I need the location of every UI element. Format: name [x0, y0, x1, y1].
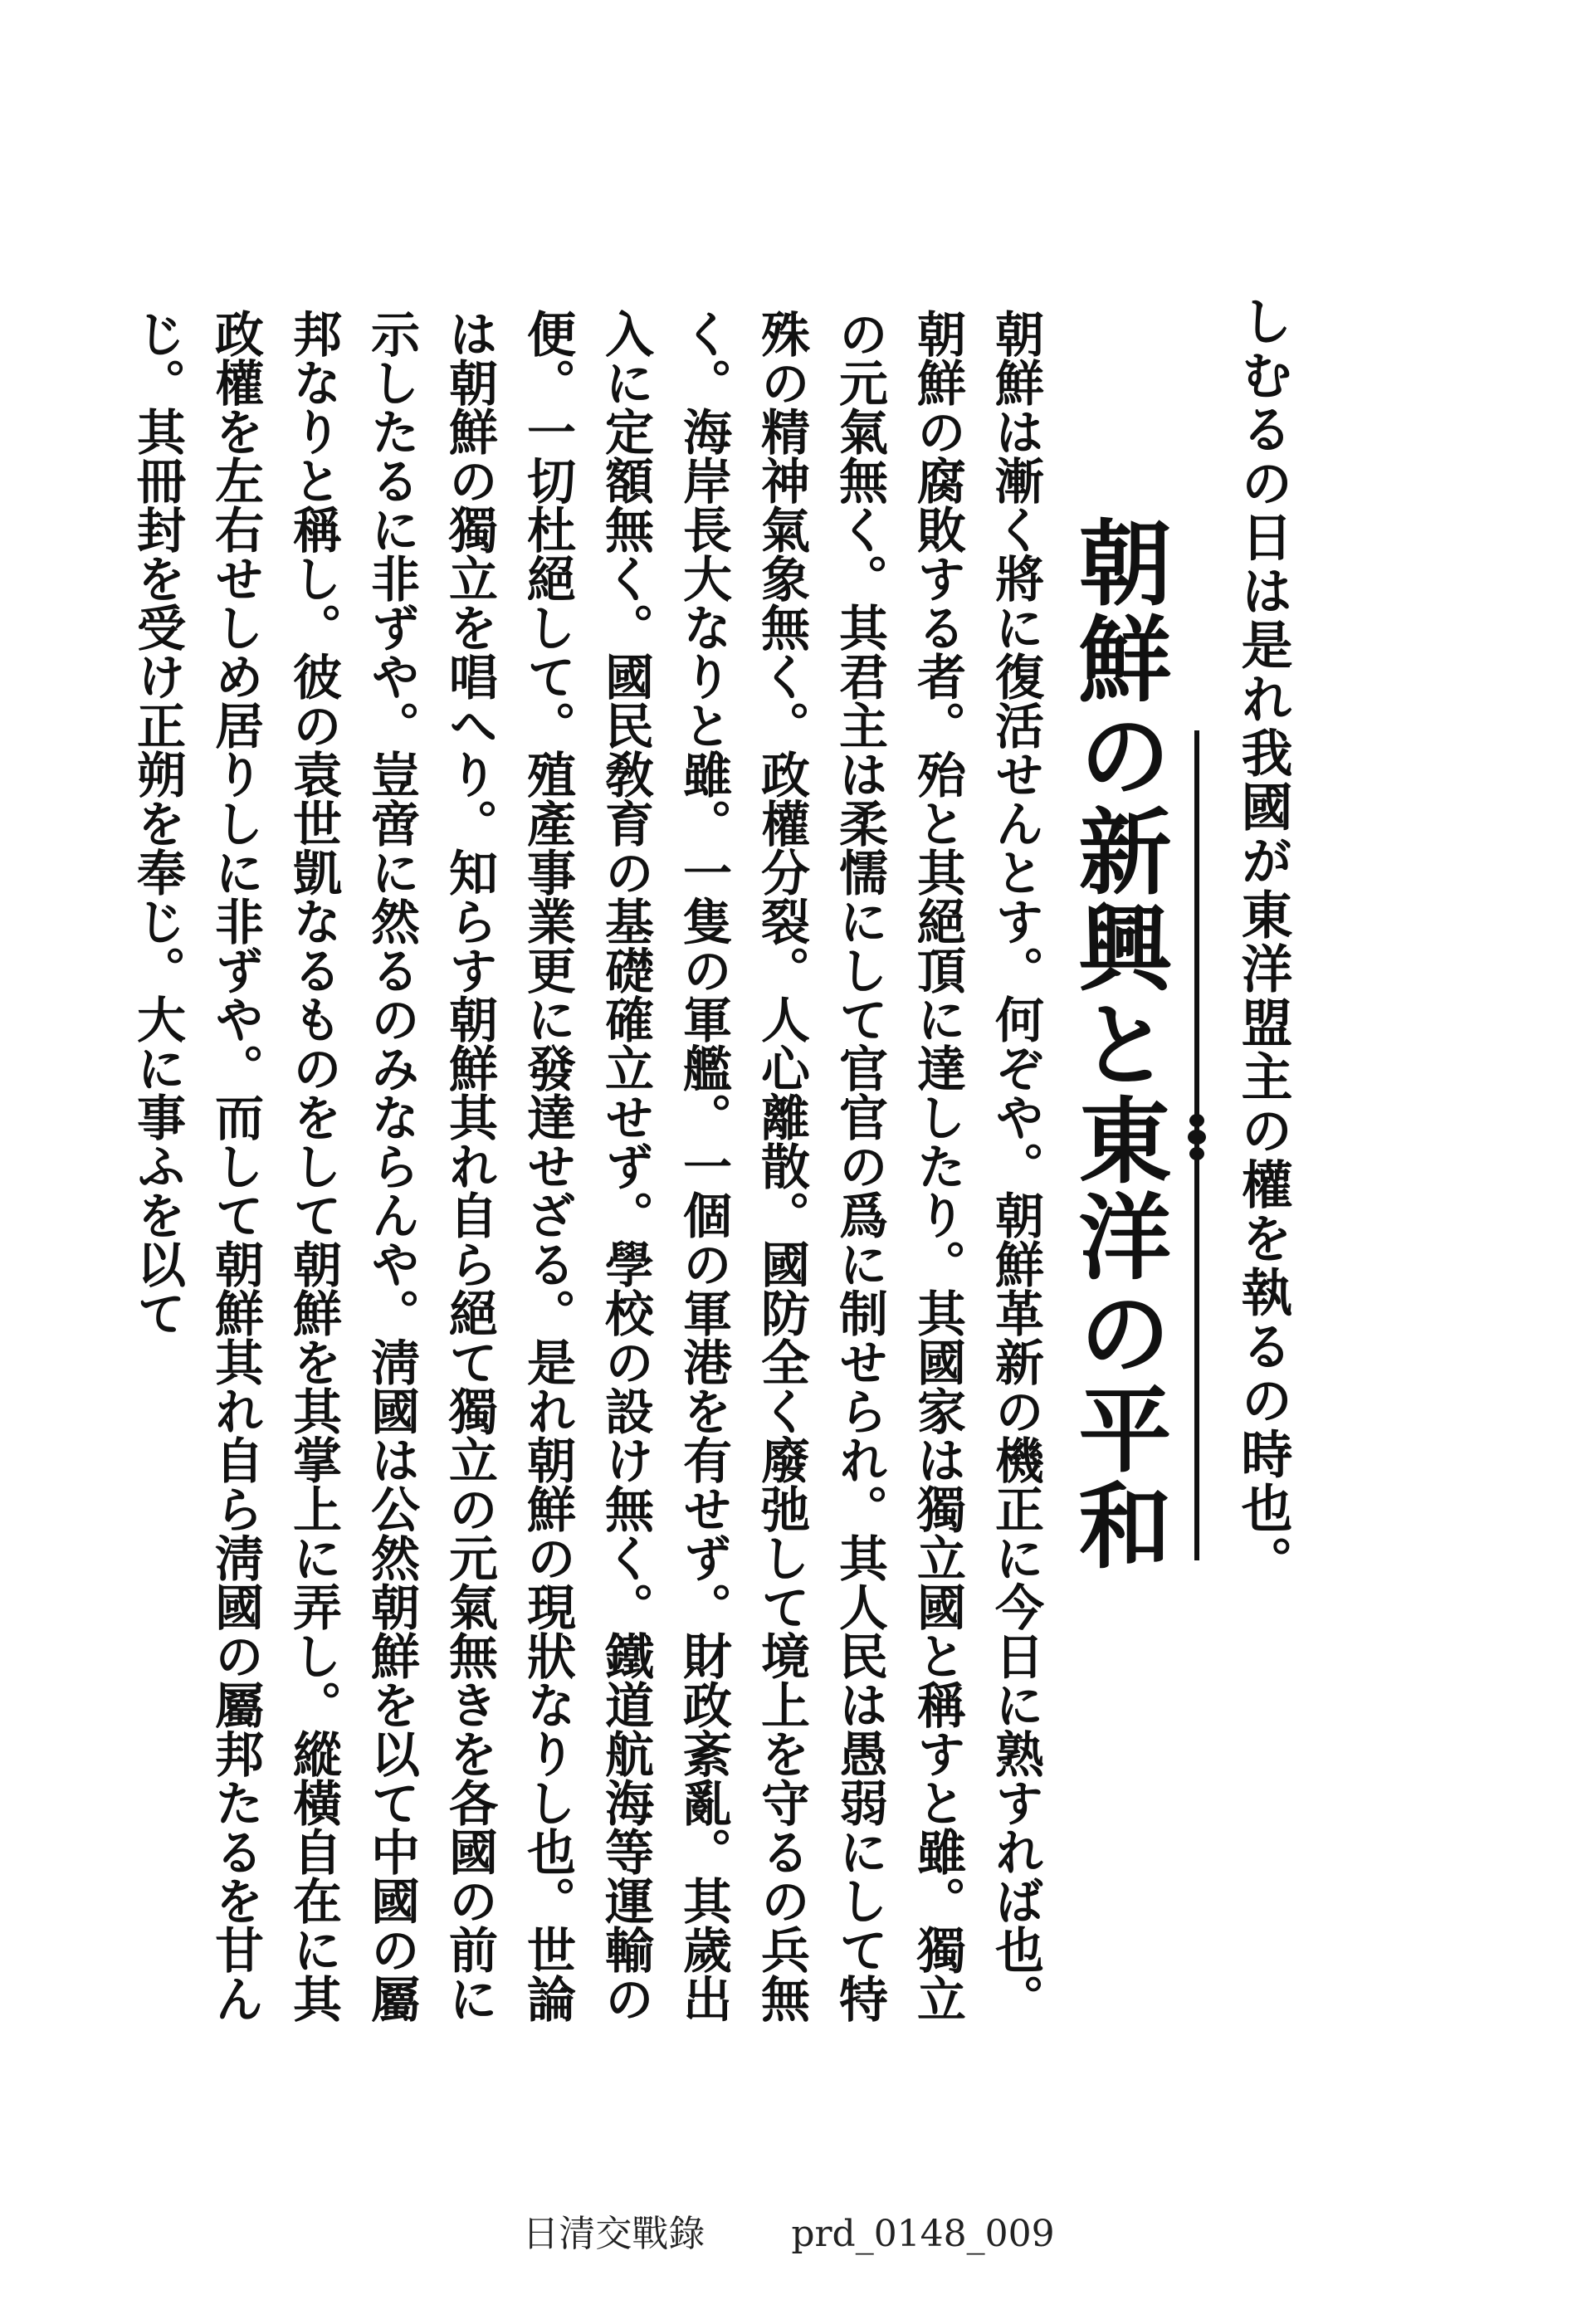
article-headline: 朝鮮の新興と東洋の平和 [1063, 515, 1172, 1574]
page-id: prd_0148_009 [791, 2213, 1055, 2255]
article-body [129, 309, 1054, 2043]
collection-title: 日清交戰錄 [522, 2213, 706, 2255]
page-footer [0, 2204, 1577, 2257]
rule-ornament-icon [1187, 1112, 1207, 1162]
continuation-text: しむるの日は是れ我國が東洋盟主の權を執るの時也。 [1233, 295, 1293, 1589]
body-paragraph: 朝鮮は漸く將に復活せんとす。何ぞや。朝鮮革新の機正に今日に熟すれば也。朝鮮の腐敗する者。殆と其絕頂に達したり。其國家は獨立國と稱すと雖。獨立の元氣無く。其君主は柔懦にして官官の爲に制せられ。其人民は愚弱にして特殊の精神氣象無く。政權分裂。人心離散。國防全く廢弛して境上を守るの兵無く。海岸長大なりと雖。一隻の軍艦。一個の軍港を有せず。財政紊亂。其歲出入に定額無く。國民敎育の基礎確立せず。學校の設け無く。鐵道航海等運輸の便。一切杜絕して。殖產事業更に發達せざる。是れ朝鮮の現狀なりし也。世論は朝鮮の獨立を唱へり。知らす朝鮮其れ自ら絕て獨立の元氣無きを各國の前に示したるに非ずや。豈啻に然るのみならんや。淸國は公然朝鮮を以て中國の屬邦なりと稱し。彼の袁世凱なるものをして朝鮮を其掌上に弄し。縱橫自在に其政權を左右せしめ居りしに非ずや。而して朝鮮其れ自ら淸國の屬邦たるを甘んじ。其冊封を受け正朔を奉じ。大に事ふを以て [129, 309, 1044, 2023]
